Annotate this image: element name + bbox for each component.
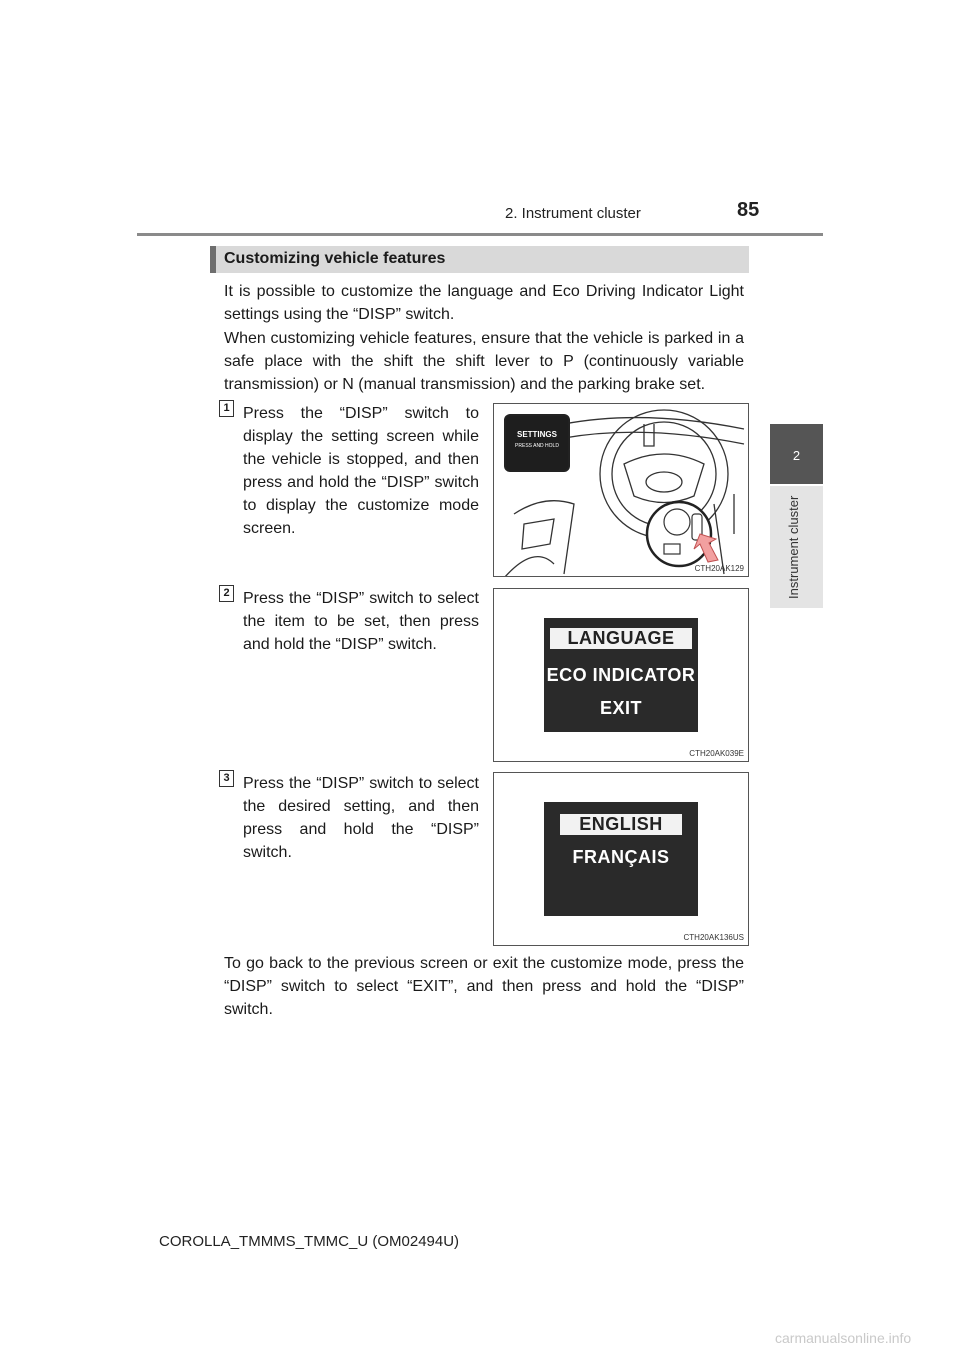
header-rule [137, 233, 823, 236]
menu-item-exit: EXIT [599, 698, 642, 718]
figure-language-menu [493, 772, 749, 946]
figure-code-1: CTH20AK129 [694, 564, 744, 573]
closing-paragraph: To go back to the previous screen or exit the customize mode, press the “DISP” switch to select “EXIT”, and then press and hold the “DISP” switch. [224, 955, 744, 1018]
step-number-1: 1 [219, 400, 234, 417]
section-title: Customizing vehicle features [224, 250, 446, 267]
step-number-2: 2 [219, 585, 234, 602]
figure-steering-wheel [493, 403, 749, 577]
chapter-tab-number: 2 [792, 448, 801, 463]
display-screen [544, 618, 698, 732]
footer-document-code: COROLLA_TMMMS_TMMC_U (OM02494U) [159, 1233, 460, 1250]
menu-item-eco-indicator: ECO INDICATOR [546, 665, 696, 685]
menu-item-francais: FRANÇAIS [572, 847, 670, 867]
step-text-1: Press the “DISP” switch to display the setting screen while the vehicle is stopped, and then press and hold the “DISP” switch to display the customize mode screen. [243, 405, 479, 537]
caution-paragraph: When customizing vehicle features, ensure that the vehicle is parked in a safe place with the shift the shift lever to P (continuously variable transmission) or N (manual transmission) and the parking brake set. [224, 330, 744, 393]
settings-screen-title: SETTINGS [516, 430, 557, 439]
figure-code-3: CTH20AK136US [683, 933, 744, 942]
running-header-section: 2. Instrument cluster [505, 205, 641, 222]
step-number-3: 3 [219, 770, 234, 787]
display-screen [544, 802, 698, 916]
figure-settings-menu [493, 588, 749, 762]
intro-paragraph: It is possible to customize the language and Eco Driving Indicator Light settings using the “DISP” switch. [224, 283, 744, 323]
settings-screen-callout [504, 414, 570, 472]
step-text-2: Press the “DISP” switch to select the item to be set, then press and hold the “DISP” switch. [243, 590, 479, 653]
page-number: 85 [737, 199, 760, 221]
chapter-tab-label: Instrument cluster [786, 495, 801, 599]
step-text-3: Press the “DISP” switch to select the desired setting, and then press and hold the “DISP” switch. [243, 775, 479, 861]
menu-item-language: LANGUAGE [550, 628, 692, 649]
menu-item-english: ENGLISH [560, 814, 682, 835]
settings-screen-subtitle: PRESS AND HOLD [515, 443, 559, 449]
figure-code-2: CTH20AK039E [689, 749, 744, 758]
watermark: carmanualsonline.info [775, 1330, 912, 1346]
